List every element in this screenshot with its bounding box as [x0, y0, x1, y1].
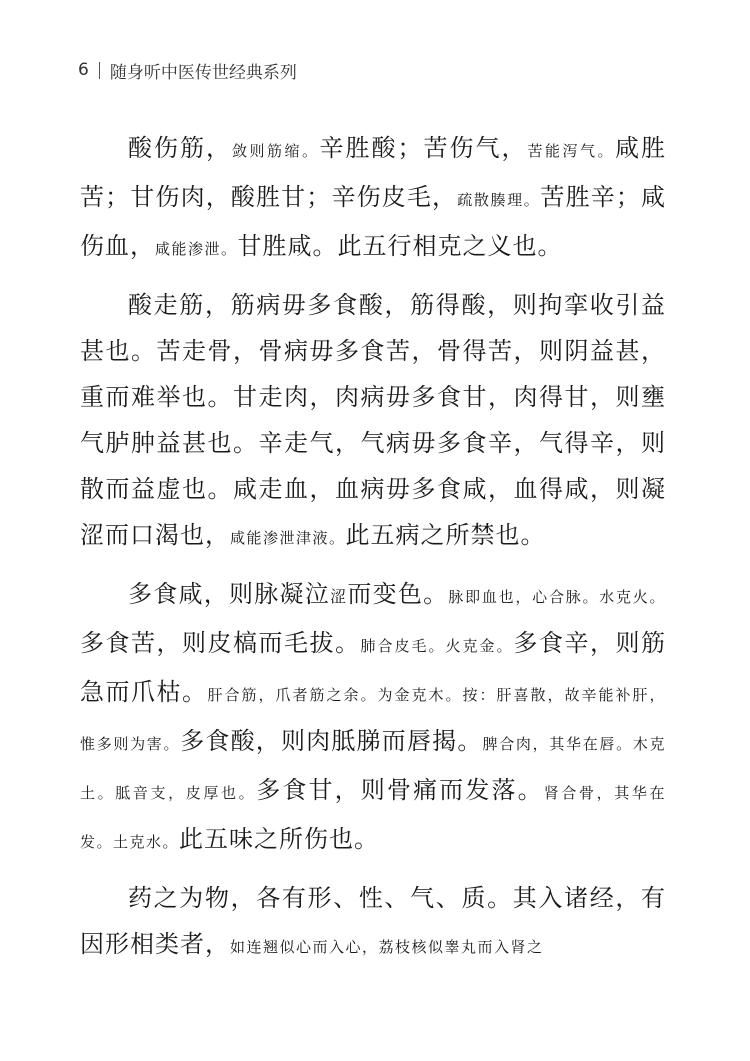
- main-text: 甘胜咸。此五行相克之义也。: [237, 232, 563, 260]
- annotation: 肺合皮毛。火克金。: [360, 637, 514, 655]
- page-body: [80, 125, 666, 980]
- annotation: 脉即血也，心合脉。水克火。: [448, 588, 666, 606]
- main-text: 多食酸，则肉胝䏲而唇揭。: [180, 727, 483, 755]
- main-text: 苦胜辛；咸伤血，: [80, 183, 667, 260]
- annotation: 疏散腠理。: [457, 191, 541, 209]
- running-header: [78, 56, 297, 84]
- annotation: 脾合肉，其华在唇。木克土。胝音支，皮厚也。: [80, 735, 666, 802]
- page-number: 6: [78, 60, 89, 80]
- annotation: 咸能渗泄。: [155, 240, 238, 258]
- inline-gloss: 涩: [330, 587, 348, 606]
- paragraph-1: [80, 125, 666, 272]
- main-text: 此五病之所禁也。: [345, 521, 546, 549]
- annotation: 如连翘似心而入心，荔枝核似睾丸而入肾之: [230, 938, 544, 956]
- main-text: 此五味之所伤也。: [179, 825, 380, 853]
- main-text: 酸伤筋，: [128, 134, 232, 162]
- annotation: 肾合骨，其华在发。土克水。: [80, 784, 666, 851]
- annotation: 肝合筋，爪者筋之余。为金克木。按：肝喜散，故辛能补肝，惟多则为害。: [80, 686, 666, 753]
- paragraph-2: [80, 282, 666, 561]
- main-text: 辛胜酸；苦伤气，: [319, 134, 528, 162]
- paragraph-3: [80, 571, 666, 865]
- main-text: 多食咸，则脉凝泣: [128, 580, 331, 608]
- main-text: 而变色。: [347, 580, 449, 608]
- annotation: 敛则筋缩。: [232, 142, 320, 160]
- main-text: 药之为物，各有形、性、气、质。其入诸经，有因形相类者，: [80, 884, 666, 958]
- annotation: 苦能泻气。: [527, 142, 615, 160]
- main-text: 多食苦，则皮槁而毛拔。: [80, 629, 361, 657]
- main-text: 酸走筋，筋病毋多食酸，筋得酸，则拘挛收引益甚也。苦走骨，骨病毋多食苦，骨得苦，则阴益甚，重而难举也。甘走肉，肉病毋多食甘，肉得甘，则壅气胪肿益甚也。辛走气，气病毋多食辛，气得辛，则散而益虚也。咸走血，血病毋多食咸，血得咸，则凝涩而口渴也，: [80, 291, 666, 549]
- main-text: 多食辛，则筋急而爪枯。: [80, 629, 666, 706]
- header-divider: [99, 62, 100, 79]
- annotation: 咸能渗泄津液。: [230, 529, 346, 547]
- main-text: 咸胜苦；甘伤肉，酸胜甘；辛伤皮毛，: [80, 134, 666, 211]
- paragraph-4: [80, 875, 666, 970]
- series-title: 随身听中医传世经典系列: [109, 62, 297, 83]
- main-text: 多食甘，则骨痛而发落。: [256, 776, 544, 804]
